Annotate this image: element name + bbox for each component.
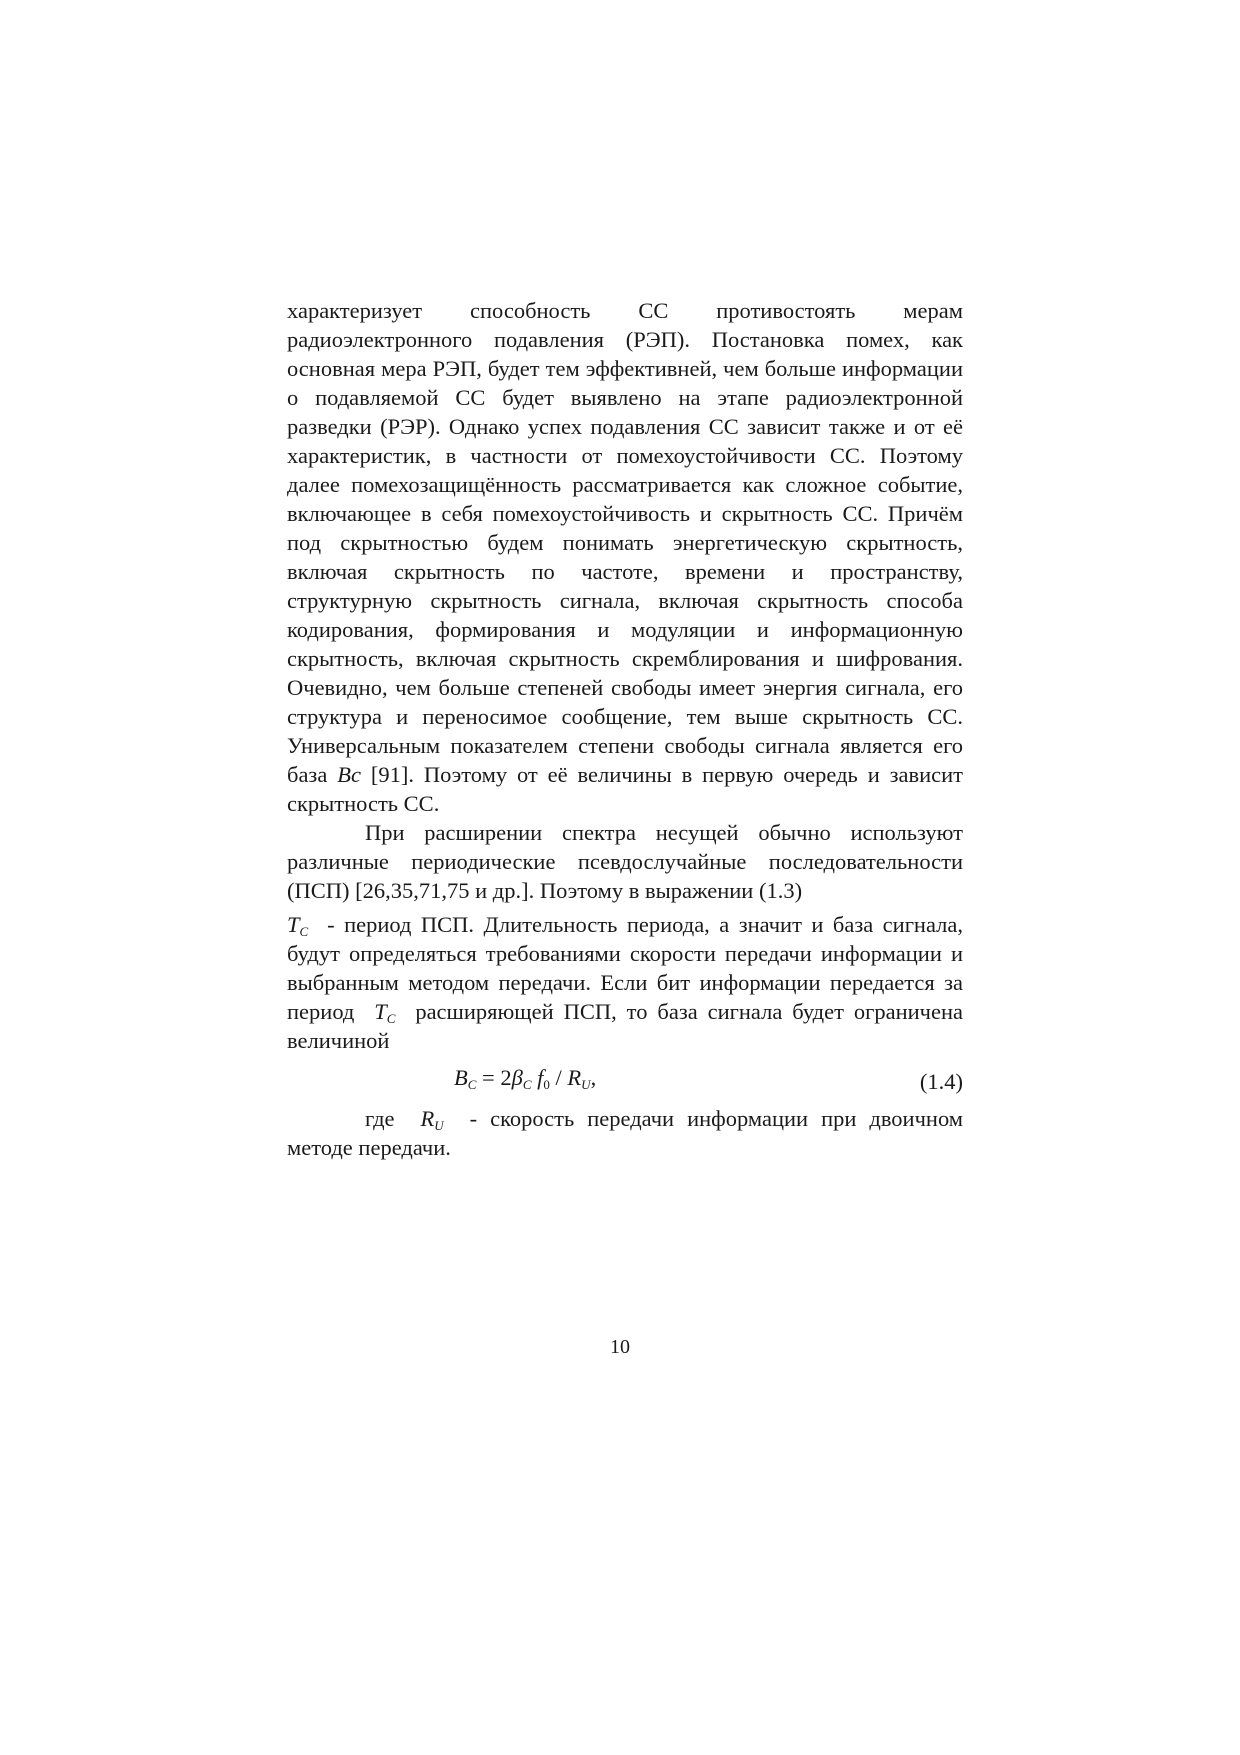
paragraph-3 [287, 910, 963, 1055]
paragraph-3-part1: - период ПСП. Длительность периода, а значит и база сигнала, будут определяться требованиями скорости передачи информации и выбранным методом передачи. Если бит информации передается за период [287, 912, 963, 1024]
paragraph-1-text: характеризует способность СС противостоять мерам радиоэлектронного подавления (РЭП). Постановка помех, как основная мера РЭП, будет тем эффективней, чем больше информации о подавляемой СС будет выявлено на этапе радиоэлектронной разведки (РЭР). Однако успех подавления СС зависит также и от её характеристик, в частности от помехоустойчивости СС. Поэтому далее помехозащищённость рассматривается как сложное событие, включающее в себя помехоустойчивость и скрытность СС. Причём под скрытностью будем понимать энергетическую скрытность, включая скрытность по частоте, времени и пространству, структурную скрытность сигнала, включая скрытность способа кодирования, формирования и модуляции и информационную скрытность, включая скрытность скремблирования и шифрования. Очевидно, чем больше степеней свободы имеет энергия сигнала, его структура и переносимое сообщение, тем выше скрытность СС. Универсальным показателем степени свободы сигнала является его база [287, 298, 963, 787]
base-symbol: Bc [337, 762, 361, 787]
tc-symbol: $T_C$ [374, 999, 396, 1026]
equation-1-4: $B_C = 2\beta_C$ $f_0 / R_U$, [454, 1065, 597, 1092]
ru-symbol: $R_U$ [420, 1106, 444, 1133]
page-number: 10 [610, 1336, 630, 1358]
paragraph-1-end: [91]. Поэтому от её величины в первую очередь и зависит скрытность СС. [287, 762, 964, 816]
paragraph-4 [287, 1104, 963, 1162]
tc-symbol: $T_C$ [287, 912, 309, 939]
page-body [287, 296, 963, 1162]
equation-number: (1.4) [919, 1069, 963, 1094]
where-text: - скорость передачи информации при двоичном методе передачи. [287, 1106, 964, 1160]
equation-row [287, 1057, 963, 1101]
paragraph-1 [287, 296, 963, 818]
where-label: где [365, 1106, 395, 1131]
paragraph-2: При расширении спектра несущей обычно используют различные периодические псевдослучайные последовательности (ПСП) [26,35,71,75 и др.]. Поэтому в выражении (1.3) [287, 820, 963, 903]
paragraph-3-part2: расширяющей ПСП, то база сигнала будет ограничена величиной [287, 999, 964, 1053]
